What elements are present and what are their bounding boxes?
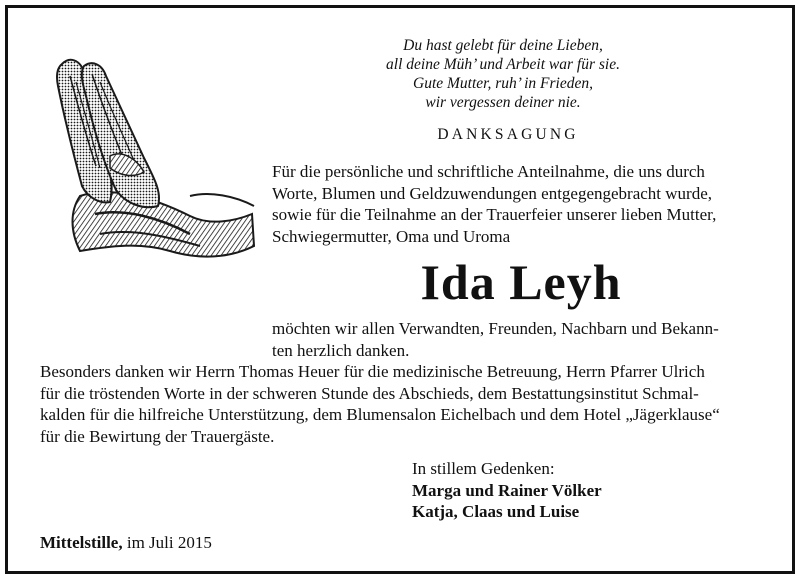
- deceased-name: Ida Leyh: [420, 254, 622, 310]
- poem-line: all deine Müh’ und Arbeit war für sie.: [386, 56, 620, 73]
- thanks-paragraph: [272, 318, 770, 361]
- text-line: möchten wir allen Verwandten, Freunden, Nachbarn und Bekann-: [272, 319, 719, 338]
- text-line: für die tröstenden Worte in der schweren Stunde des Abschieds, dem Bestattungsinstitut Schmal-: [40, 383, 699, 403]
- poem-line: Gute Mutter, ruh’ in Frieden,: [413, 75, 593, 92]
- text-line: für die Bewirtung der Trauergäste.: [40, 426, 275, 446]
- text-line: Worte, Blumen und Geldzuwendungen entgegengebracht wurde,: [272, 183, 713, 203]
- text-line: Für die persönliche und schriftliche Anteilnahme, die uns durch: [272, 162, 705, 181]
- memorial-poem: [353, 36, 653, 112]
- date-text: im Juli 2015: [126, 533, 212, 552]
- praying-hands-icon: [40, 46, 256, 278]
- notice-heading: DANKSAGUNG: [437, 126, 579, 143]
- text-line: ten herzlich danken.: [272, 340, 410, 360]
- text-line: sowie für die Teilnahme an der Trauerfeier unserer lieben Mutter,: [272, 205, 717, 224]
- mourner-names: Katja, Claas und Luise: [412, 502, 580, 521]
- obituary-notice: [5, 5, 795, 574]
- intro-paragraph: [272, 161, 770, 247]
- mourner-names: Marga und Rainer Völker: [412, 480, 602, 500]
- poem-line: Du hast gelebt für deine Lieben,: [403, 37, 603, 54]
- special-thanks-paragraph: [40, 361, 770, 447]
- signoff-intro: In stillem Gedenken:: [412, 459, 555, 478]
- poem-line: wir vergessen deiner nie.: [425, 94, 581, 111]
- text-line: Besonders danken wir Herrn Thomas Heuer für die medizinische Betreuung, Herrn Pfarrer Ulrich: [40, 362, 705, 381]
- signoff: [412, 458, 602, 523]
- place-and-date: [40, 532, 212, 554]
- text-line: Schwiegermutter, Oma und Uroma: [272, 226, 511, 246]
- place-name: Mittelstille,: [40, 533, 123, 552]
- text-line: kalden für die hilfreiche Unterstützung, dem Blumensalon Eichelbach und dem Hotel „Jägerklause“: [40, 405, 720, 424]
